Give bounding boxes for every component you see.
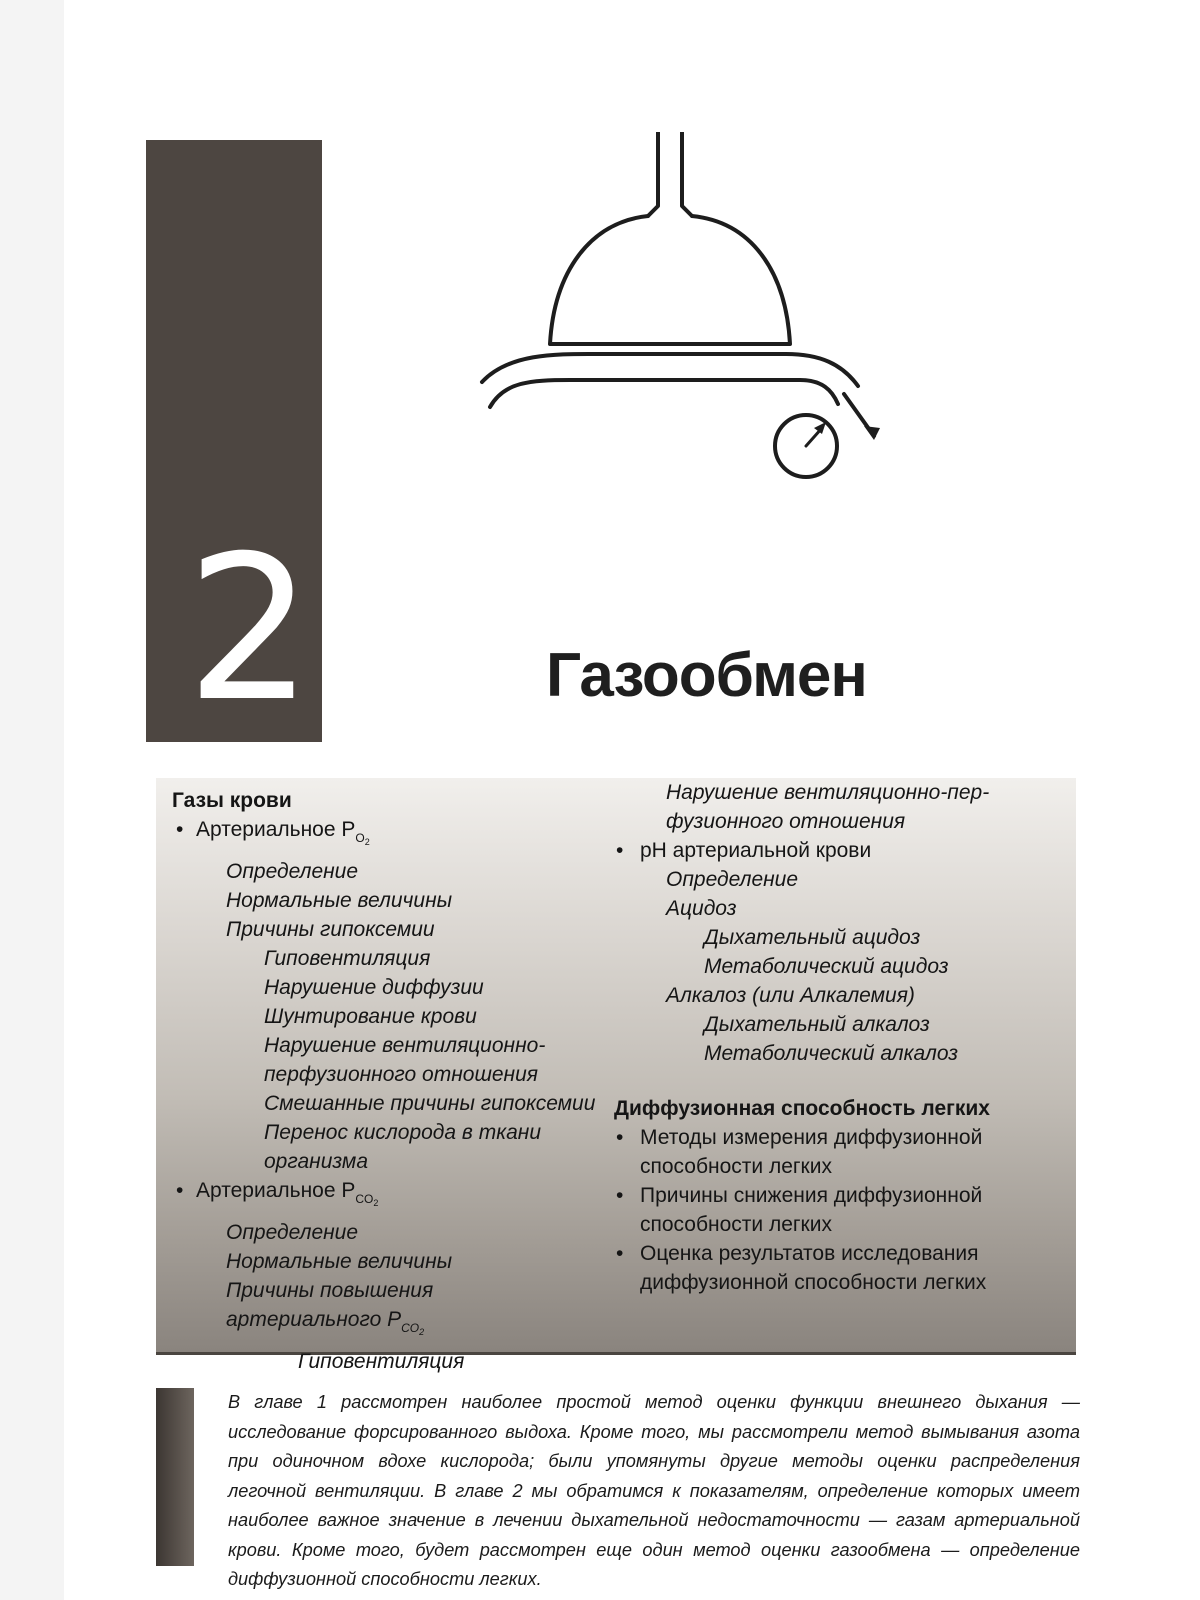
list-item: Нормальные величины <box>226 889 453 912</box>
page-gutter <box>0 0 64 1600</box>
section-heading-blood-gases: Газы крови <box>172 789 292 812</box>
list-item-continuation: диффузионной способности легких <box>640 1271 987 1294</box>
tube-right-wall <box>682 132 692 216</box>
list-item: Определение <box>666 868 799 891</box>
gauge-needle-head <box>814 422 826 434</box>
list-item: Гиповентиляция <box>298 1350 465 1373</box>
list-item: Дыхательный ацидоз <box>704 926 921 949</box>
list-item: Перенос кислорода в ткани <box>264 1121 542 1144</box>
chapter-title: Газообмен <box>546 641 867 710</box>
bullet-icon: • <box>176 818 184 841</box>
list-item: Причины повышения <box>226 1279 434 1302</box>
list-item: Ацидоз <box>666 897 737 920</box>
list-item-continuation: способности легких <box>640 1213 832 1236</box>
list-item: Гиповентиляция <box>264 947 431 970</box>
list-item: Дыхательный алкалоз <box>704 1013 930 1036</box>
contents-right-column <box>614 778 1074 1297</box>
contents-left-column <box>172 786 602 1376</box>
list-item: фузионного отношения <box>666 810 906 833</box>
list-item: артериального $P_{CO_2}$ <box>226 1308 425 1337</box>
bullet-icon: • <box>176 1179 184 1202</box>
list-item-continuation: способности легких <box>640 1155 832 1178</box>
gas-exchange-illustration <box>470 132 910 492</box>
list-item: Нормальные величины <box>226 1250 453 1273</box>
section-heading-diffusion: Диффузионная способность легких <box>614 1097 990 1120</box>
capillary-lower <box>490 380 838 407</box>
bell-dome <box>550 216 790 344</box>
list-item: Шунтирование крови <box>264 1005 477 1028</box>
list-item: Метаболический ацидоз <box>704 955 949 978</box>
bullet-icon: • <box>616 1184 624 1207</box>
list-item: Причины гипоксемии <box>226 918 435 941</box>
bullet-icon: • <box>616 839 624 862</box>
list-item: Смешанные причины гипоксемии <box>264 1092 596 1115</box>
list-item: • Причины снижения диффузионной <box>614 1181 1074 1210</box>
chapter-number: 2 <box>186 513 314 746</box>
list-item: перфузионного отношения <box>264 1063 539 1086</box>
chapter-contents-box <box>156 778 1076 1373</box>
bullet-icon: • <box>616 1242 624 1265</box>
list-item: Нарушение вентиляционно- <box>264 1034 546 1057</box>
list-item: организма <box>264 1150 368 1173</box>
tube-left-wall <box>648 132 658 216</box>
bullet-icon: • <box>616 1126 624 1149</box>
list-item: • Методы измерения диффузионной <box>614 1123 1074 1152</box>
list-item-arterial-pco2: • Артериальное $P_{CO_2}$ <box>172 1176 602 1218</box>
list-item-arterial-po2: • Артериальное $P_{O_2}$ <box>172 815 602 857</box>
list-item: • Оценка результатов исследования <box>614 1239 1074 1268</box>
list-item: Определение <box>226 860 359 883</box>
list-item: Метаболический алкалоз <box>704 1042 959 1065</box>
intro-paragraph: В главе 1 рассмотрен наиболее простой метод оценки функции внешнего дыхания — исследование форсированного выдоха. Кроме того, мы рассмотрели метод вымывания азота при одиночном вдохе кислорода; были упомянуты другие методы оценки распределения легочной вентиляции. В главе 2 мы обратимся к показателям, определение которых имеет наиболее важное значение в лечении дыхательной недостаточности — газам артериальной крови. Кроме того, будет рассмотрен еще один метод оценки газообмена — определение диффузионной способности легких. <box>228 1392 1080 1589</box>
list-item: Нарушение диффузии <box>264 976 484 999</box>
list-item: Нарушение вентиляционно-пер- <box>666 781 990 804</box>
flow-arrow-head <box>864 426 880 440</box>
list-item-ph: • pH артериальной крови <box>614 836 1074 865</box>
intro-accent-bar <box>156 1388 194 1566</box>
list-item: Алкалоз (или Алкалемия) <box>666 984 915 1007</box>
list-item: Определение <box>226 1221 359 1244</box>
